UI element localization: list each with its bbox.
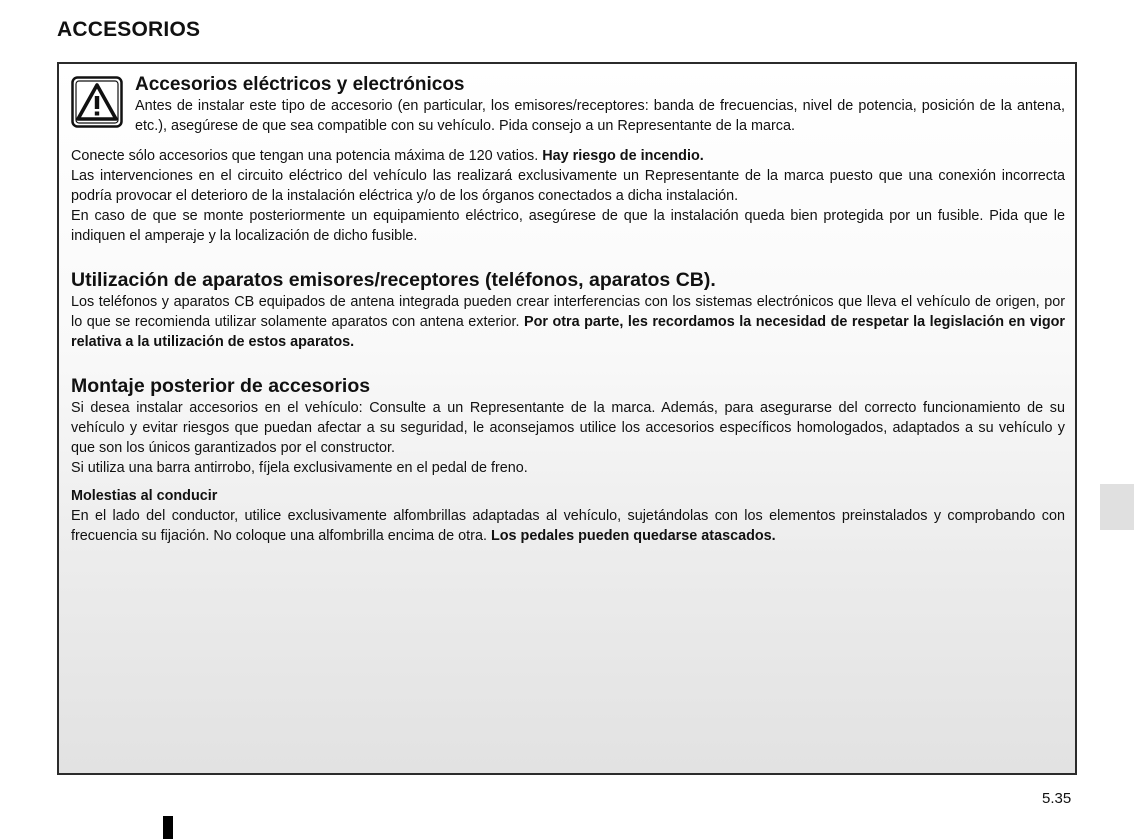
electrical-paragraph-3: En caso de que se monte posteriormente un equipamiento eléctrico, asegúrese de que la instalación queda bien protegida por un fusible. Pida que le indiquen el amperaje y la localización de dicho fusible. bbox=[71, 208, 1065, 244]
driving-title: Molestias al conducir bbox=[71, 488, 218, 504]
fire-risk-warning: Hay riesgo de incendio. bbox=[542, 148, 704, 164]
bottom-marker-bar bbox=[163, 816, 173, 839]
transmitters-paragraph bbox=[71, 292, 1065, 352]
mounting-paragraph-1: Si desea instalar accesorios en el vehículo: Consulte a un Representante de la marca. Además, para asegurarse del correcto funcionamiento de su vehículo y evitar riesgos que puedan afectar a su seguridad, le aconsejamos utilice los accesorios específicos homologados, adaptados a su vehículo y que son los únicos garantizados por el constructor. bbox=[71, 400, 1065, 456]
mounting-paragraph-2: Si utiliza una barra antirrobo, fíjela exclusivamente en el pedal de freno. bbox=[71, 460, 528, 476]
driving-paragraph bbox=[71, 506, 1065, 546]
page-title: ACCESORIOS bbox=[57, 18, 201, 41]
warning-content bbox=[135, 74, 1065, 136]
warning-header bbox=[71, 74, 1065, 136]
page-number: 5.35 bbox=[1042, 790, 1072, 807]
section-thumb-tab bbox=[1100, 484, 1134, 530]
transmitters-title: Utilización de aparatos emisores/receptores (teléfonos, aparatos CB). bbox=[71, 269, 716, 291]
warning-box bbox=[57, 62, 1077, 775]
driving-text: En el lado del conductor, utilice exclusivamente alfombrillas adaptadas al vehículo, sujetándolas con los elementos preinstalados y comprobando con frecuencia su fijación. No coloque una alfombrilla encima de otra. bbox=[71, 508, 1065, 544]
warning-box-content bbox=[71, 74, 1065, 546]
electrical-text-1: Conecte sólo accesorios que tengan una potencia máxima de 120 vatios. bbox=[71, 148, 539, 164]
electrical-paragraph-1 bbox=[71, 146, 1065, 166]
warning-text: Antes de instalar este tipo de accesorio (en particular, los emisores/receptores: banda de frecuencias, nivel de potencia, posición de la antena, etc.), asegúrese de que sea compatible con su vehículo. Pida consejo a un Representante de la marca. bbox=[135, 98, 1065, 134]
electrical-paragraph-2: Las intervenciones en el circuito eléctrico del vehículo las realizará exclusivamente un Representante de la marca puesto que una conexión incorrecta podría provocar el deterioro de la instalación eléctrica y/o de los órganos conectados a dicha instalación. bbox=[71, 168, 1065, 204]
warning-triangle-icon bbox=[71, 76, 123, 128]
mounting-title: Montaje posterior de accesorios bbox=[71, 375, 371, 397]
pedal-warning: Los pedales pueden quedarse atascados. bbox=[490, 528, 776, 544]
transmitters-text: Los teléfonos y aparatos CB equipados de antena integrada pueden crear interferencias con los sistemas electrónicos que lleva el vehículo de origen, por lo que se recomienda utilizar solamente aparatos con antena exterior. bbox=[71, 294, 1065, 330]
transmitters-legal-note: Por otra parte, les recordamos la necesidad de respetar la legislación en vigor relativa a la utilización de estos aparatos. bbox=[71, 314, 1066, 350]
warning-title: Accesorios eléctricos y electrónicos bbox=[135, 74, 465, 95]
